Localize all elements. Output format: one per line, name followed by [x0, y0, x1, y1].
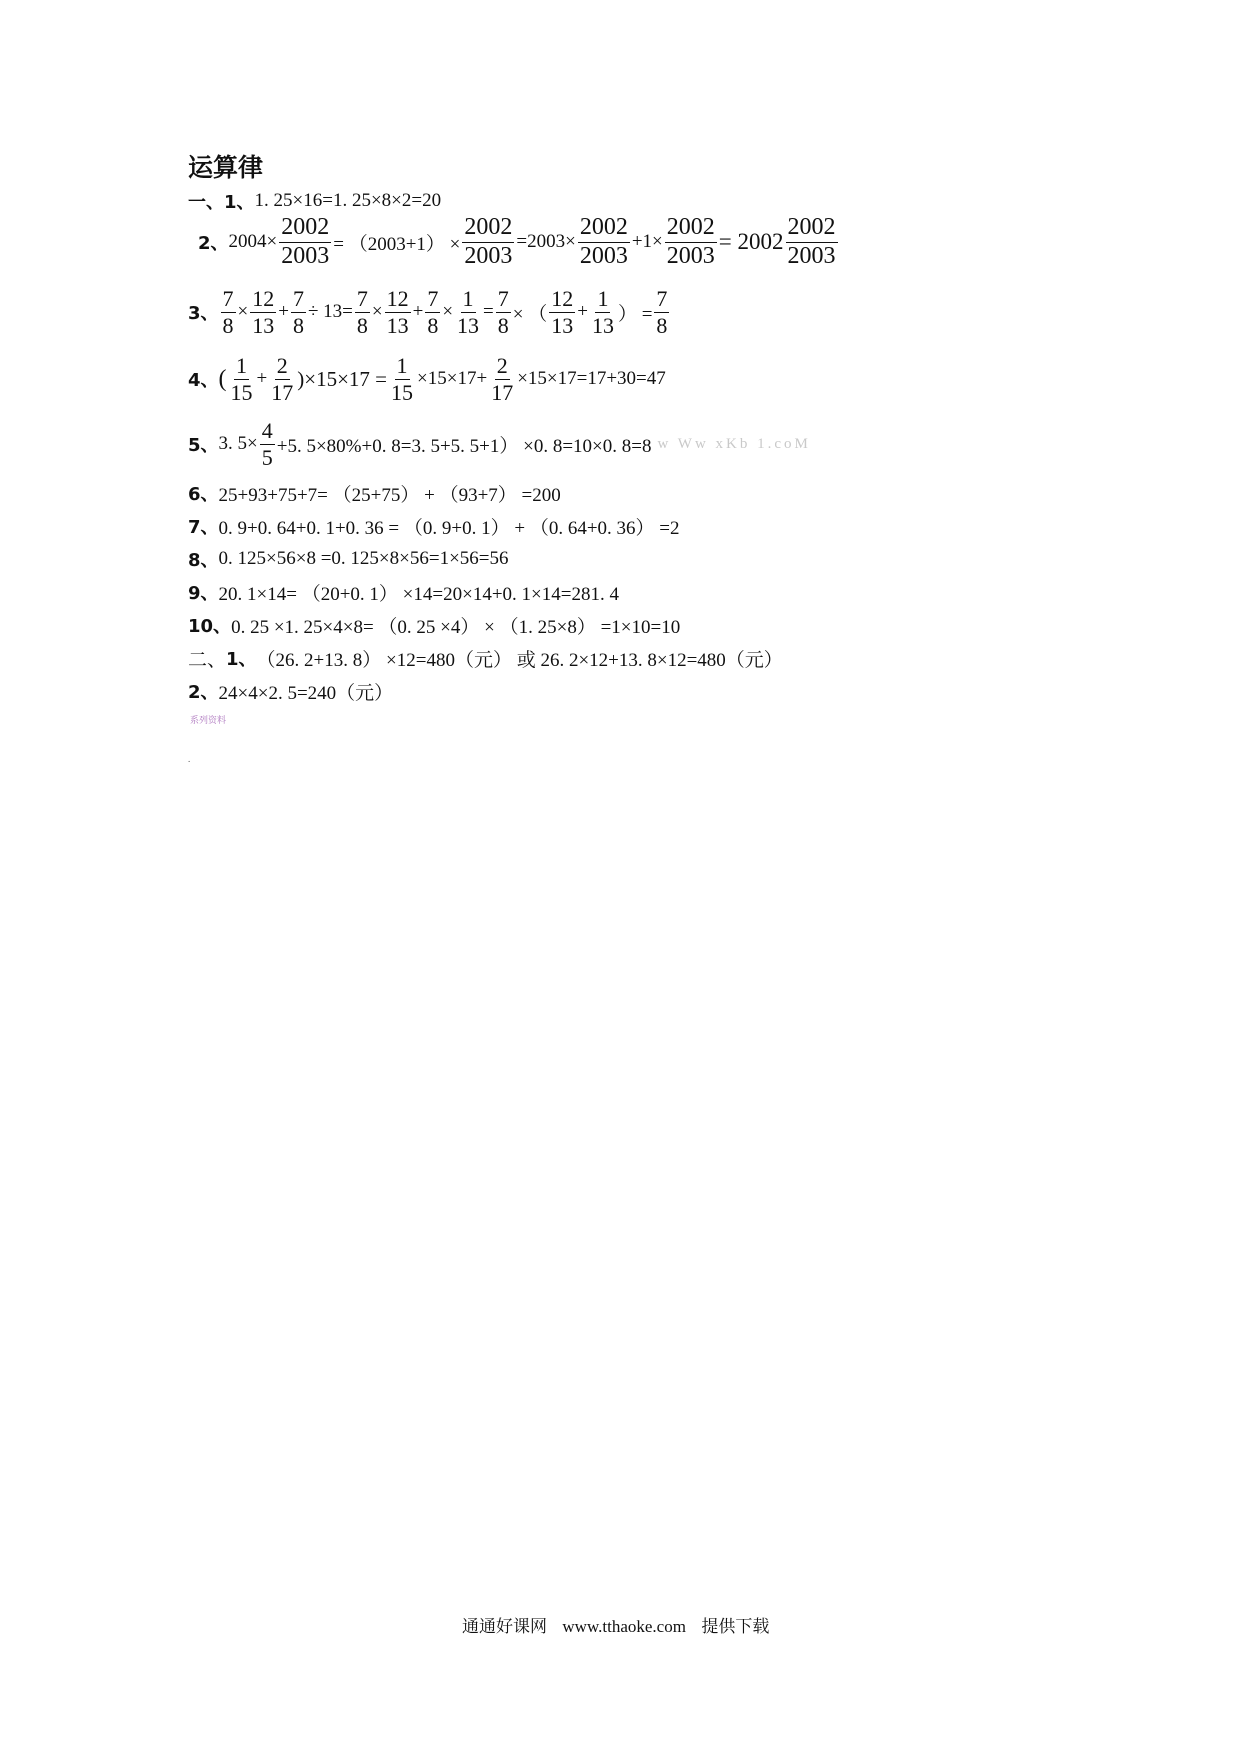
question-number: 1、 [226, 649, 257, 670]
fraction: $\frac{2}{17}$ [271, 353, 294, 405]
stray-dot: . [188, 754, 191, 764]
fraction: $\frac{7}{8}$ [222, 286, 234, 338]
fraction: $\frac{1}{15}$ [230, 353, 253, 405]
fraction: $\frac{2002}{2003}$ [464, 214, 513, 269]
expr-text: ×15×17+ [417, 368, 488, 389]
footer-site-name: 通通好课网 [462, 1617, 547, 1637]
fraction: $\frac{1}{13}$ [457, 286, 480, 338]
expr-text: × [371, 301, 383, 322]
question-5-line [188, 415, 811, 473]
question-text: 1. 25×16=1. 25×8×2=20 [254, 190, 442, 211]
question-3-line [188, 283, 671, 341]
fraction: $\frac{2}{17}$ [491, 353, 514, 405]
question-number: 8、 [188, 550, 219, 571]
part-2-label: 二、 [188, 649, 227, 671]
expr-text: × [237, 301, 249, 322]
expr-text: )×15×17 = [297, 366, 388, 391]
question-text: 0. 9+0. 64+0. 1+0. 36 = （0. 9+0. 1） + （0. 64+0. 36） =2 [218, 517, 680, 539]
expr-text: = [483, 301, 494, 322]
question-number: 7、 [188, 517, 219, 538]
expr-text: + [256, 368, 268, 389]
expr-text: + [577, 301, 588, 322]
footer-url: www.tthaoke.com [562, 1617, 686, 1636]
expr-text: =2003× [516, 231, 576, 252]
question-number: 3、 [188, 303, 219, 324]
expr-text: +5. 5×80%+0. 8=3. 5+5. 5+1） ×0. 8=10×0. 8=8 [276, 435, 652, 457]
fraction: $\frac{7}{8}$ [427, 286, 439, 338]
question-text: （26. 2+13. 8） ×12=480（元） 或 26. 2×12+13. 8×12=480（元） [256, 649, 783, 671]
fraction: $\frac{12}{13}$ [252, 286, 275, 338]
question-number: 5、 [188, 435, 219, 456]
expr-text: + [278, 301, 289, 322]
expr-text: ÷ 13= [307, 301, 353, 322]
expr-text: 2004× [228, 231, 278, 252]
question-4-line [188, 350, 666, 408]
expr-text: +1× [631, 231, 663, 252]
expr-text: ( [218, 365, 227, 392]
question-text: 25+93+75+7= （25+75） + （93+7） =200 [218, 484, 561, 506]
footer-download-text: 提供下载 [701, 1617, 770, 1637]
fraction: $\frac{1}{13}$ [591, 286, 614, 338]
fraction: $\frac{12}{13}$ [386, 286, 409, 338]
fraction: $\frac{2002}{2003}$ [787, 214, 836, 269]
question-number: 4、 [188, 370, 219, 391]
question-number: 1、 [224, 192, 255, 213]
question-number: 9、 [188, 583, 219, 604]
fraction: $\frac{7}{8}$ [656, 286, 668, 338]
question-8-line [188, 544, 509, 574]
fraction: $\frac{7}{8}$ [292, 286, 304, 338]
expr-text: = （2003+1） × [333, 233, 461, 255]
expr-text: × [442, 301, 454, 322]
fraction: $\frac{2002}{2003}$ [666, 214, 715, 269]
question-number: 2、 [188, 682, 219, 703]
expr-text: × （ [512, 303, 548, 325]
part-2-question-1-line [188, 643, 783, 673]
fraction: $\frac{7}{8}$ [497, 286, 509, 338]
question-9-line [188, 577, 619, 607]
series-note: 系列资料 [190, 716, 227, 726]
fraction: $\frac{2002}{2003}$ [579, 214, 628, 269]
fraction: $\frac{12}{13}$ [551, 286, 574, 338]
question-text: 0. 25 ×1. 25×4×8= （0. 25 ×4） × （1. 25×8） =1×10=10 [231, 616, 681, 638]
question-1-line [188, 186, 441, 216]
question-10-line [188, 610, 680, 640]
fraction: $\frac{4}{5}$ [261, 418, 273, 470]
question-text: 0. 125×56×8 =0. 125×8×56=1×56=56 [218, 548, 509, 569]
fraction: $\frac{1}{15}$ [391, 353, 414, 405]
question-number: 6、 [188, 484, 219, 505]
part-2-question-2-line [188, 676, 393, 706]
question-2-line [198, 213, 840, 271]
expr-text: = 2002 [718, 229, 784, 254]
fraction: $\frac{2002}{2003}$ [281, 214, 330, 269]
fraction: $\frac{7}{8}$ [356, 286, 368, 338]
question-number: 10、 [188, 616, 232, 637]
watermark-text: w Ww xKb 1.coM [657, 435, 811, 452]
expr-text: ） = [617, 303, 653, 325]
question-text: 24×4×2. 5=240（元） [218, 682, 394, 704]
question-7-line [188, 511, 680, 541]
page-footer [462, 1612, 769, 1637]
part-1-label: 一、 [188, 192, 224, 213]
page-title: 运算律 [188, 153, 264, 182]
expr-text: 3. 5× [218, 433, 258, 454]
question-number: 2、 [198, 233, 229, 254]
expr-text: ×15×17=17+30=47 [517, 368, 666, 389]
question-6-line [188, 478, 561, 508]
question-text: 20. 1×14= （20+0. 1） ×14=20×14+0. 1×14=281. 4 [218, 583, 619, 605]
expr-text: + [412, 301, 424, 322]
